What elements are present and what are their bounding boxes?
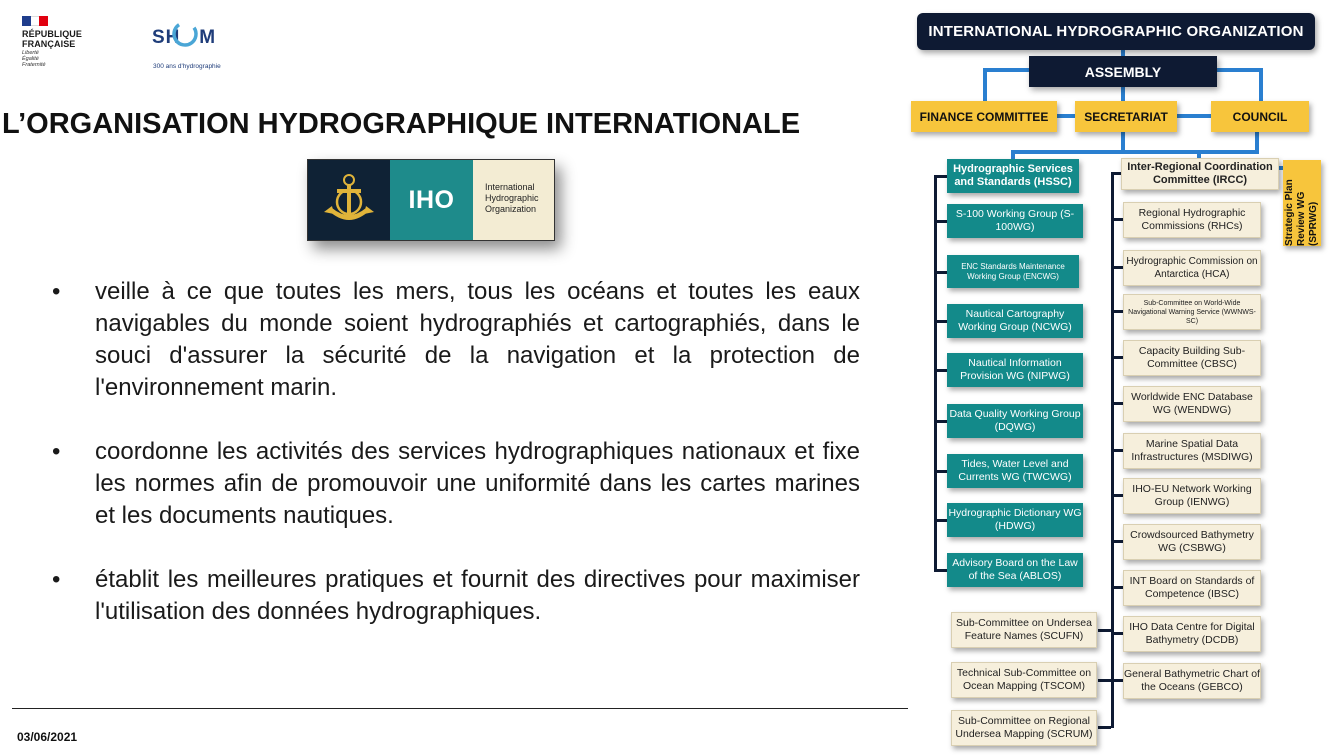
footer-divider	[12, 708, 908, 709]
council-box: COUNCIL	[1211, 101, 1309, 132]
secretariat-box: SECRETARIAT	[1075, 101, 1177, 132]
gebco-group-scrum: Sub-Committee on Regional Undersea Mapping (SCRUM)	[951, 710, 1097, 746]
hssc-group-ncwg: Nautical Cartography Working Group (NCWG)	[947, 304, 1083, 338]
ircc-group-dcdb: IHO Data Centre for Digital Bathymetry (DCDB)	[1123, 616, 1261, 652]
hssc-group-hdwg: Hydrographic Dictionary WG (HDWG)	[947, 503, 1083, 537]
ircc-group-ienwg: IHO-EU Network Working Group (IENWG)	[1123, 478, 1261, 514]
bullet-text: coordonne les activités des services hydrographiques nationaux et fixe les normes afin de promouvoir une uniformité dans les cartes marines et les documents nautiques.	[95, 438, 860, 529]
hssc-group-nipwg: Nautical Information Provision WG (NIPWG)	[947, 353, 1083, 387]
slide-title: L’ORGANISATION HYDROGRAPHIQUE INTERNATIONALE	[2, 108, 801, 140]
ircc-group-hca: Hydrographic Commission on Antarctica (HCA)	[1123, 250, 1261, 286]
list-item	[52, 436, 860, 532]
bullet-icon: •	[52, 438, 61, 465]
hssc-group-ablos: Advisory Board on the Law of the Sea (ABLOS)	[947, 553, 1083, 587]
list-item	[52, 564, 860, 628]
bullet-text: établit les meilleures pratiques et fournit des directives pour maximiser l'utilisation des données hydrographiques.	[95, 566, 860, 625]
shom-tagline: 300 ans d'hydrographie	[153, 63, 221, 70]
sprwg-label: Strategic Plan Review WG (SPRWG)	[1284, 179, 1319, 246]
hssc-box: Hydrographic Services and Standards (HSSC)	[947, 159, 1079, 193]
motto-egalite: Égalité	[22, 56, 39, 62]
motto-liberte: Liberté	[22, 50, 39, 56]
ircc-group-csbwg: Crowdsourced Bathymetry WG (CSBWG)	[1123, 524, 1261, 560]
bullet-icon: •	[52, 278, 61, 305]
iho-abbr: IHO	[390, 160, 473, 240]
ircc-group-ibsc: INT Board on Standards of Competence (IBSC)	[1123, 570, 1261, 606]
bullet-list	[52, 276, 860, 660]
bullet-icon: •	[52, 566, 61, 593]
shom-logo: SH M	[152, 27, 217, 48]
gebco-group-scufn: Sub-Committee on Undersea Feature Names (SCUFN)	[951, 612, 1097, 648]
hssc-group-dqwg: Data Quality Working Group (DQWG)	[947, 404, 1083, 438]
francaise-label: FRANÇAISE	[22, 39, 76, 49]
iho-org-header: INTERNATIONAL HYDROGRAPHIC ORGANIZATION	[917, 13, 1315, 50]
ircc-group-wwnws: Sub-Committee on World-Wide Navigational Warning Service (WWNWS-SC)	[1123, 294, 1261, 330]
iho-name-line: Hydrographic	[485, 193, 539, 203]
hssc-group-twcwg: Tides, Water Level and Currents WG (TWCWG)	[947, 454, 1083, 488]
iho-name	[473, 160, 554, 240]
hssc-group-encwg: ENC Standards Maintenance Working Group (ENCWG)	[947, 255, 1079, 288]
motto-fraternite: Fraternité	[22, 62, 46, 68]
ircc-group-cbsc: Capacity Building Sub-Committee (CBSC)	[1123, 340, 1261, 376]
ircc-group-rhcs: Regional Hydrographic Commissions (RHCs)	[1123, 202, 1261, 238]
gebco-group-tscom: Technical Sub-Committee on Ocean Mapping (TSCOM)	[951, 662, 1097, 698]
iho-name-line: International	[485, 182, 535, 192]
assembly-box: ASSEMBLY	[1029, 56, 1217, 87]
ircc-group-wendwg: Worldwide ENC Database WG (WENDWG)	[1123, 386, 1261, 422]
footer-date: 03/06/2021	[17, 730, 78, 744]
republic-motto	[22, 50, 62, 68]
iho-logo	[307, 159, 555, 241]
finance-committee-box: FINANCE COMMITTEE	[911, 101, 1057, 132]
shom-circle-icon	[171, 20, 199, 48]
anchor-emblem-icon	[308, 160, 390, 240]
republique-label: RÉPUBLIQUE	[22, 29, 83, 39]
ircc-group-msdiwg: Marine Spatial Data Infrastructures (MSDIWG)	[1123, 433, 1261, 469]
bullet-text: veille à ce que toutes les mers, tous les océans et toutes les eaux navigables du monde soient hydrographiés et cartographiés, dans le souci d'assurer la sécurité de la navigation et la protection de l'environnement marin.	[95, 278, 860, 401]
hssc-group-s100wg: S-100 Working Group (S-100WG)	[947, 204, 1083, 238]
sprwg-box	[1283, 160, 1321, 246]
ircc-group-gebco: General Bathymetric Chart of the Oceans (GEBCO)	[1123, 663, 1261, 699]
ircc-box: Inter-Regional Coordination Committee (IRCC)	[1121, 158, 1279, 190]
french-flag-icon	[22, 16, 48, 26]
list-item	[52, 276, 860, 404]
iho-name-line: Organization	[485, 204, 537, 214]
